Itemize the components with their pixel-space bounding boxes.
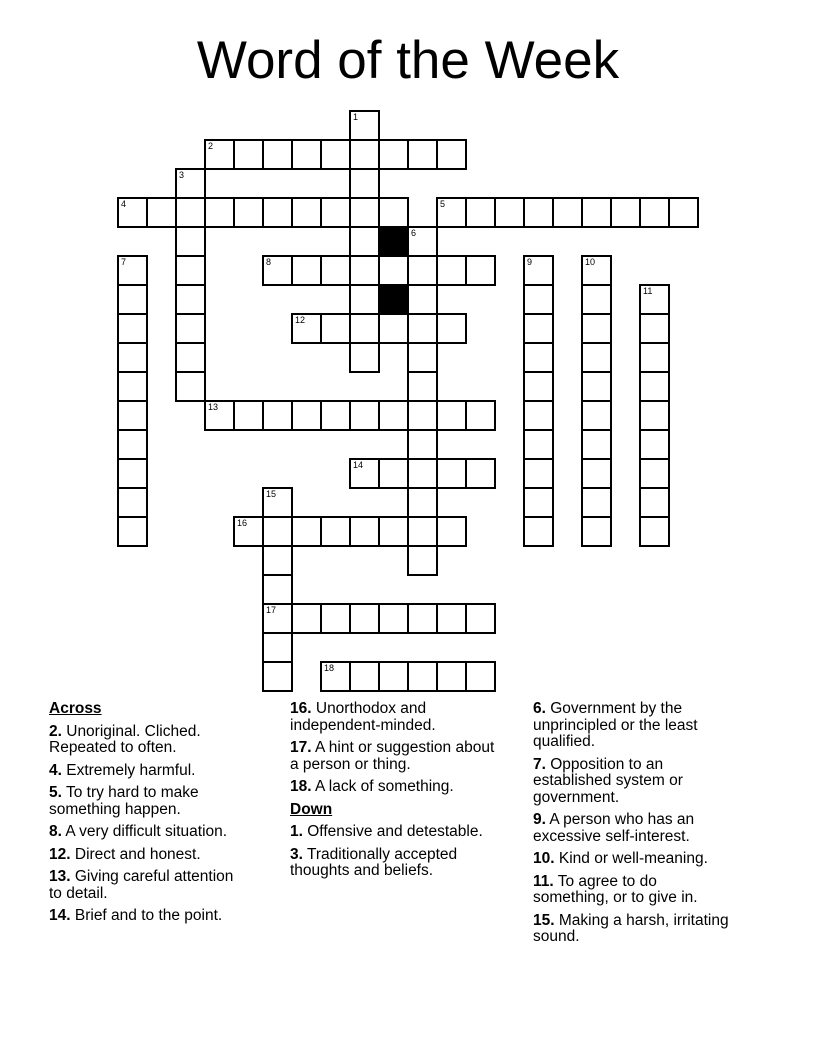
grid-cell[interactable] <box>117 197 148 228</box>
clue-item <box>49 763 246 780</box>
grid-cell[interactable] <box>581 371 612 402</box>
grid-cell[interactable] <box>639 371 670 402</box>
cell-number: 6 <box>411 228 417 238</box>
clue-text: Offensive and detestable. <box>302 823 483 840</box>
grid-cell[interactable] <box>117 458 148 489</box>
cell-number: 17 <box>266 605 277 615</box>
grid-cell[interactable] <box>291 197 322 228</box>
clue-item <box>49 724 246 757</box>
grid-cell[interactable] <box>349 400 380 431</box>
clue-number: 16. <box>290 700 312 717</box>
grid-cell[interactable] <box>175 313 206 344</box>
grid-cell[interactable] <box>204 139 235 170</box>
grid-cell[interactable] <box>639 429 670 460</box>
cell-number: 4 <box>121 199 127 209</box>
clue-text: Unorthodox and independent-minded. <box>290 700 436 734</box>
clue-number: 11. <box>533 872 554 890</box>
grid-cell[interactable] <box>407 313 438 344</box>
cell-number: 1 <box>353 112 359 122</box>
black-cell <box>378 284 409 315</box>
grid-cell[interactable] <box>407 284 438 315</box>
grid-cell[interactable] <box>581 429 612 460</box>
grid-cell[interactable] <box>581 313 612 344</box>
cell-number: 7 <box>121 257 127 267</box>
grid-cell[interactable] <box>639 516 670 547</box>
grid-cell[interactable] <box>581 284 612 315</box>
grid-cell[interactable] <box>523 400 554 431</box>
clue-number: 4. <box>49 761 62 779</box>
clue-text: Brief and to the point. <box>70 907 223 924</box>
grid-cell[interactable] <box>320 400 351 431</box>
grid-cell[interactable] <box>378 313 409 344</box>
grid-cell[interactable] <box>523 284 554 315</box>
grid-cell[interactable] <box>552 197 583 228</box>
grid-cell[interactable] <box>523 197 554 228</box>
grid-cell[interactable] <box>523 342 554 373</box>
grid-cell[interactable] <box>349 226 380 257</box>
cell-number: 15 <box>266 489 277 499</box>
cell-number: 11 <box>643 286 653 296</box>
grid-cell[interactable] <box>291 313 322 344</box>
grid-cell[interactable] <box>581 197 612 228</box>
grid-cell[interactable] <box>407 516 438 547</box>
grid-cell[interactable] <box>349 168 380 199</box>
grid-cell[interactable] <box>407 458 438 489</box>
grid-cell[interactable] <box>320 255 351 286</box>
clue-text: A person who has an excessive self-interest. <box>533 811 695 845</box>
grid-cell[interactable] <box>465 400 496 431</box>
grid-cell[interactable] <box>436 400 467 431</box>
grid-cell[interactable] <box>639 284 670 315</box>
grid-cell[interactable] <box>378 661 409 692</box>
clue-text: Government by the unprincipled or the least qualified. <box>533 700 698 750</box>
clue-item <box>290 779 496 796</box>
grid-cell[interactable] <box>233 139 264 170</box>
grid-cell[interactable] <box>407 371 438 402</box>
grid-cell[interactable] <box>349 661 380 692</box>
grid-cell[interactable] <box>407 545 438 576</box>
clue-item <box>49 824 246 841</box>
grid-cell[interactable] <box>117 400 148 431</box>
grid-cell[interactable] <box>117 487 148 518</box>
grid-cell[interactable] <box>320 313 351 344</box>
grid-cell[interactable] <box>581 487 612 518</box>
cell-number: 10 <box>585 257 596 267</box>
clue-item <box>290 701 496 734</box>
grid-cell[interactable] <box>523 255 554 286</box>
grid-cell[interactable] <box>436 197 467 228</box>
clue-item <box>49 847 246 864</box>
grid-cell[interactable] <box>291 603 322 634</box>
clue-number: 12. <box>49 845 71 863</box>
clue-item <box>49 785 246 818</box>
clue-number: 1. <box>290 823 303 840</box>
grid-cell[interactable] <box>320 197 351 228</box>
grid-cell[interactable] <box>436 313 467 344</box>
grid-cell[interactable] <box>233 197 264 228</box>
grid-cell[interactable] <box>117 342 148 373</box>
grid-cell[interactable] <box>465 458 496 489</box>
grid-cell[interactable] <box>349 458 380 489</box>
cell-number: 13 <box>208 402 219 412</box>
cell-number: 16 <box>237 518 248 528</box>
grid-cell[interactable] <box>262 197 293 228</box>
grid-cell[interactable] <box>320 139 351 170</box>
clue-text: Extremely harmful. <box>61 761 196 779</box>
grid-cell[interactable] <box>262 545 293 576</box>
clue-item <box>290 740 496 773</box>
grid-cell[interactable] <box>639 458 670 489</box>
grid-cell[interactable] <box>262 487 293 518</box>
grid-cell[interactable] <box>407 342 438 373</box>
grid-cell[interactable] <box>494 197 525 228</box>
clue-text: A hint or suggestion about a person or thing. <box>290 739 495 773</box>
clue-text: Kind or well-meaning. <box>554 850 708 867</box>
clue-number: 6. <box>533 700 546 717</box>
grid-cell[interactable] <box>610 197 641 228</box>
grid-cell[interactable] <box>581 458 612 489</box>
grid-cell[interactable] <box>436 603 467 634</box>
grid-cell[interactable] <box>349 255 380 286</box>
clue-number: 13. <box>49 868 71 885</box>
grid-cell[interactable] <box>436 458 467 489</box>
clues-column-3 <box>533 701 729 952</box>
grid-cell[interactable] <box>378 516 409 547</box>
grid-cell[interactable] <box>175 168 206 199</box>
grid-cell[interactable] <box>262 661 293 692</box>
grid-cell[interactable] <box>349 110 380 141</box>
clue-text: Unoriginal. Cliched. Repeated to often. <box>49 722 201 756</box>
grid-cell[interactable] <box>320 603 351 634</box>
clue-number: 3. <box>290 845 303 863</box>
clue-number: 9. <box>533 811 546 828</box>
grid-cell[interactable] <box>436 661 467 692</box>
grid-cell[interactable] <box>407 487 438 518</box>
grid-cell[interactable] <box>349 603 380 634</box>
grid-cell[interactable] <box>639 487 670 518</box>
grid-cell[interactable] <box>262 139 293 170</box>
grid-cell[interactable] <box>407 400 438 431</box>
clue-item <box>533 874 729 907</box>
grid-cell[interactable] <box>639 342 670 373</box>
clue-text: A lack of something. <box>311 778 454 795</box>
grid-cell[interactable] <box>175 197 206 228</box>
grid-cell[interactable] <box>523 458 554 489</box>
grid-cell[interactable] <box>117 371 148 402</box>
clue-number: 5. <box>49 784 62 801</box>
clue-item <box>49 908 246 925</box>
grid-cell[interactable] <box>581 516 612 547</box>
grid-cell[interactable] <box>204 197 235 228</box>
clue-text: A very difficult situation. <box>61 823 228 840</box>
grid-cell[interactable] <box>175 284 206 315</box>
clue-text: To try hard to make something happen. <box>49 784 199 818</box>
clue-number: 7. <box>533 755 546 773</box>
grid-cell[interactable] <box>639 197 670 228</box>
cell-number: 9 <box>527 257 533 267</box>
crossword-grid <box>117 110 699 692</box>
grid-cell[interactable] <box>291 516 322 547</box>
grid-cell[interactable] <box>465 197 496 228</box>
grid-cell[interactable] <box>436 139 467 170</box>
grid-cell[interactable] <box>378 458 409 489</box>
grid-cell[interactable] <box>349 139 380 170</box>
grid-cell[interactable] <box>233 516 264 547</box>
grid-cell[interactable] <box>378 603 409 634</box>
grid-cell[interactable] <box>349 284 380 315</box>
grid-cell[interactable] <box>523 516 554 547</box>
grid-cell[interactable] <box>378 255 409 286</box>
clue-item <box>533 757 729 807</box>
grid-cell[interactable] <box>465 603 496 634</box>
grid-cell[interactable] <box>146 197 177 228</box>
grid-cell[interactable] <box>117 429 148 460</box>
clue-item <box>533 913 729 946</box>
clue-item <box>533 851 729 868</box>
grid-cell[interactable] <box>581 400 612 431</box>
grid-cell[interactable] <box>378 400 409 431</box>
grid-cell[interactable] <box>465 661 496 692</box>
clue-text: To agree to do something, or to give in. <box>533 872 698 906</box>
grid-cell[interactable] <box>175 226 206 257</box>
grid-cell[interactable] <box>117 255 148 286</box>
cell-number: 8 <box>266 257 272 267</box>
grid-cell[interactable] <box>523 429 554 460</box>
grid-cell[interactable] <box>320 516 351 547</box>
grid-cell[interactable] <box>407 226 438 257</box>
clue-text: Traditionally accepted thoughts and beliefs. <box>290 845 458 879</box>
grid-cell[interactable] <box>233 400 264 431</box>
clue-item <box>290 824 496 841</box>
cell-number: 5 <box>440 199 446 209</box>
grid-cell[interactable] <box>407 255 438 286</box>
clue-number: 10. <box>533 850 555 867</box>
clue-number: 15. <box>533 911 555 929</box>
cell-number: 3 <box>179 170 185 180</box>
clues-column-2 <box>290 701 496 886</box>
clue-text: Giving careful attention to detail. <box>49 868 234 902</box>
grid-cell[interactable] <box>175 342 206 373</box>
grid-cell[interactable] <box>175 255 206 286</box>
cell-number: 18 <box>324 663 335 673</box>
grid-cell[interactable] <box>117 284 148 315</box>
grid-cell[interactable] <box>639 400 670 431</box>
grid-cell[interactable] <box>262 400 293 431</box>
grid-cell[interactable] <box>378 139 409 170</box>
clue-item <box>533 812 729 845</box>
clues-heading-across: Across <box>49 700 102 717</box>
clue-text: Opposition to an established system or government. <box>533 755 683 806</box>
grid-cell[interactable] <box>407 429 438 460</box>
clue-item <box>290 847 496 880</box>
clue-number: 18. <box>290 778 312 795</box>
grid-cell[interactable] <box>407 139 438 170</box>
grid-cell[interactable] <box>436 516 467 547</box>
grid-cell[interactable] <box>262 255 293 286</box>
clue-item <box>49 869 246 902</box>
grid-cell[interactable] <box>349 197 380 228</box>
grid-cell[interactable] <box>349 516 380 547</box>
grid-cell[interactable] <box>262 516 293 547</box>
grid-cell[interactable] <box>465 255 496 286</box>
grid-cell[interactable] <box>523 371 554 402</box>
grid-cell[interactable] <box>291 400 322 431</box>
clues-heading-down: Down <box>290 800 333 818</box>
grid-cell[interactable] <box>581 342 612 373</box>
grid-cell[interactable] <box>668 197 699 228</box>
grid-cell[interactable] <box>117 516 148 547</box>
grid-cell[interactable] <box>262 632 293 663</box>
clue-number: 17. <box>290 739 312 756</box>
grid-cell[interactable] <box>378 197 409 228</box>
grid-cell[interactable] <box>436 255 467 286</box>
black-cell <box>378 226 409 257</box>
grid-cell[interactable] <box>581 255 612 286</box>
grid-cell[interactable] <box>117 313 148 344</box>
cell-number: 12 <box>295 315 306 325</box>
grid-cell[interactable] <box>349 313 380 344</box>
grid-cell[interactable] <box>291 255 322 286</box>
grid-cell[interactable] <box>523 313 554 344</box>
grid-cell[interactable] <box>175 371 206 402</box>
puzzle-title: Word of the Week <box>196 31 620 90</box>
grid-cell[interactable] <box>262 574 293 605</box>
clue-item <box>533 701 729 751</box>
clues-column-1 <box>49 701 246 931</box>
cell-number: 2 <box>208 141 214 151</box>
clue-number: 8. <box>49 823 62 840</box>
grid-cell[interactable] <box>204 400 235 431</box>
grid-cell[interactable] <box>523 487 554 518</box>
grid-cell[interactable] <box>291 139 322 170</box>
clue-text: Direct and honest. <box>70 845 201 863</box>
grid-cell[interactable] <box>639 313 670 344</box>
grid-cell[interactable] <box>407 661 438 692</box>
clue-number: 2. <box>49 722 62 740</box>
grid-cell[interactable] <box>262 603 293 634</box>
cell-number: 14 <box>353 460 364 470</box>
grid-cell[interactable] <box>407 603 438 634</box>
grid-cell[interactable] <box>320 661 351 692</box>
clue-number: 14. <box>49 907 71 924</box>
grid-cell[interactable] <box>349 342 380 373</box>
clue-text: Making a harsh, irritating sound. <box>533 911 729 945</box>
